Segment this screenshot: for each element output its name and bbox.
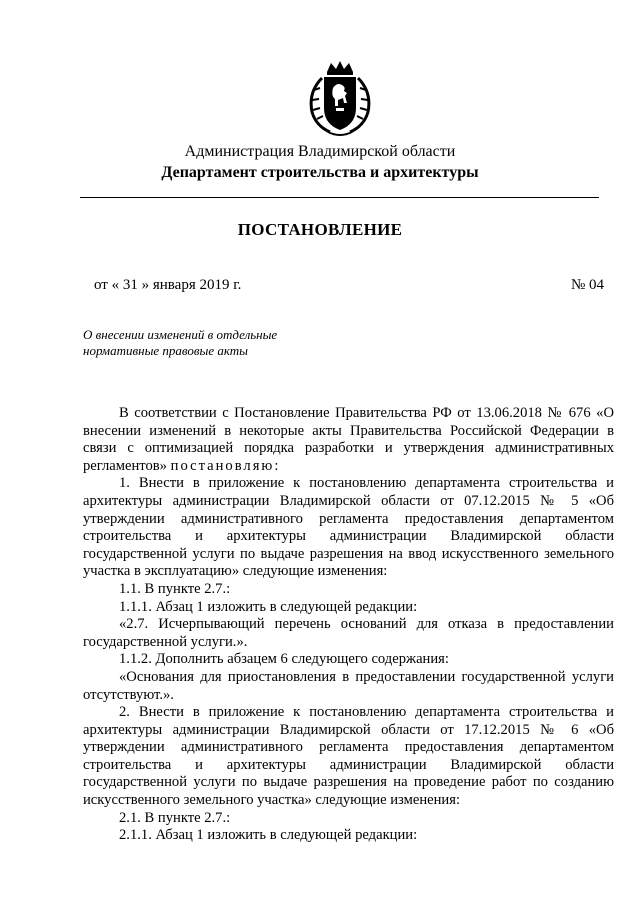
paragraph-2: 2. Внести в приложение к постановлению департамента строительства и архитектуры администрации Владимирской области от 17.12.2015 № 6 «Об утверждении административного регламента предоставления департаментом строительства и архитектуры администрации Владимирской области государственной услуги по выдаче разрешения на проведение работ по созданию искусственного земельного участка» следующие изменения:	[83, 704, 614, 809]
organization-name: Администрация Владимирской области	[184, 143, 456, 160]
coat-of-arms-icon	[300, 58, 380, 140]
paragraph-1-1: 1.1. В пункте 2.7.:	[119, 580, 231, 597]
document-title: ПОСТАНОВЛЕНИЕ	[237, 220, 403, 239]
header-divider	[80, 197, 599, 198]
subject-line: нормативные правовые акты	[83, 343, 248, 358]
intro-text: В соответствии с Постановление Правительства РФ от 13.06.2018 № 676 «О внесении изменений в некоторые акты Правительства Российской Федерации в связи с оптимизацией порядка разработки и утверждения административных регламентов»	[83, 405, 614, 474]
document-body	[83, 405, 614, 845]
paragraph-2-1-1: 2.1.1. Абзац 1 изложить в следующей редакции:	[119, 827, 418, 844]
document-subject	[83, 327, 343, 359]
document-number: № 04	[570, 277, 604, 293]
paragraph-1: 1. Внести в приложение к постановлению департамента строительства и архитектуры администрации Владимирской области от 07.12.2015 № 5 «Об утверждении административного регламента предоставления департаментом строительства и архитектуры администрации Владимирской области государственной услуги по выдаче разрешения на ввод искусственного земельного участка в эксплуатацию» следующие изменения:	[83, 475, 614, 580]
paragraph-1-1-1-text: «2.7. Исчерпывающий перечень оснований для отказа в предоставлении государственной услуги.».	[83, 616, 614, 650]
paragraph-1-1-2: 1.1.2. Дополнить абзацем 6 следующего содержания:	[119, 651, 449, 668]
intro-verb: постановляю:	[170, 457, 281, 474]
paragraph-2-1: 2.1. В пункте 2.7.:	[119, 809, 231, 826]
document-date: от « 31 » января 2019 г.	[94, 277, 242, 293]
department-name: Департамент строительства и архитектуры	[161, 164, 479, 181]
paragraph-1-1-1: 1.1.1. Абзац 1 изложить в следующей редакции:	[119, 598, 418, 615]
intro-paragraph	[83, 405, 614, 475]
subject-line: О внесении изменений в отдельные	[83, 327, 278, 342]
paragraph-1-1-2-text: «Основания для приостановления в предоставлении государственной услуги отсутствуют.».	[83, 668, 614, 703]
